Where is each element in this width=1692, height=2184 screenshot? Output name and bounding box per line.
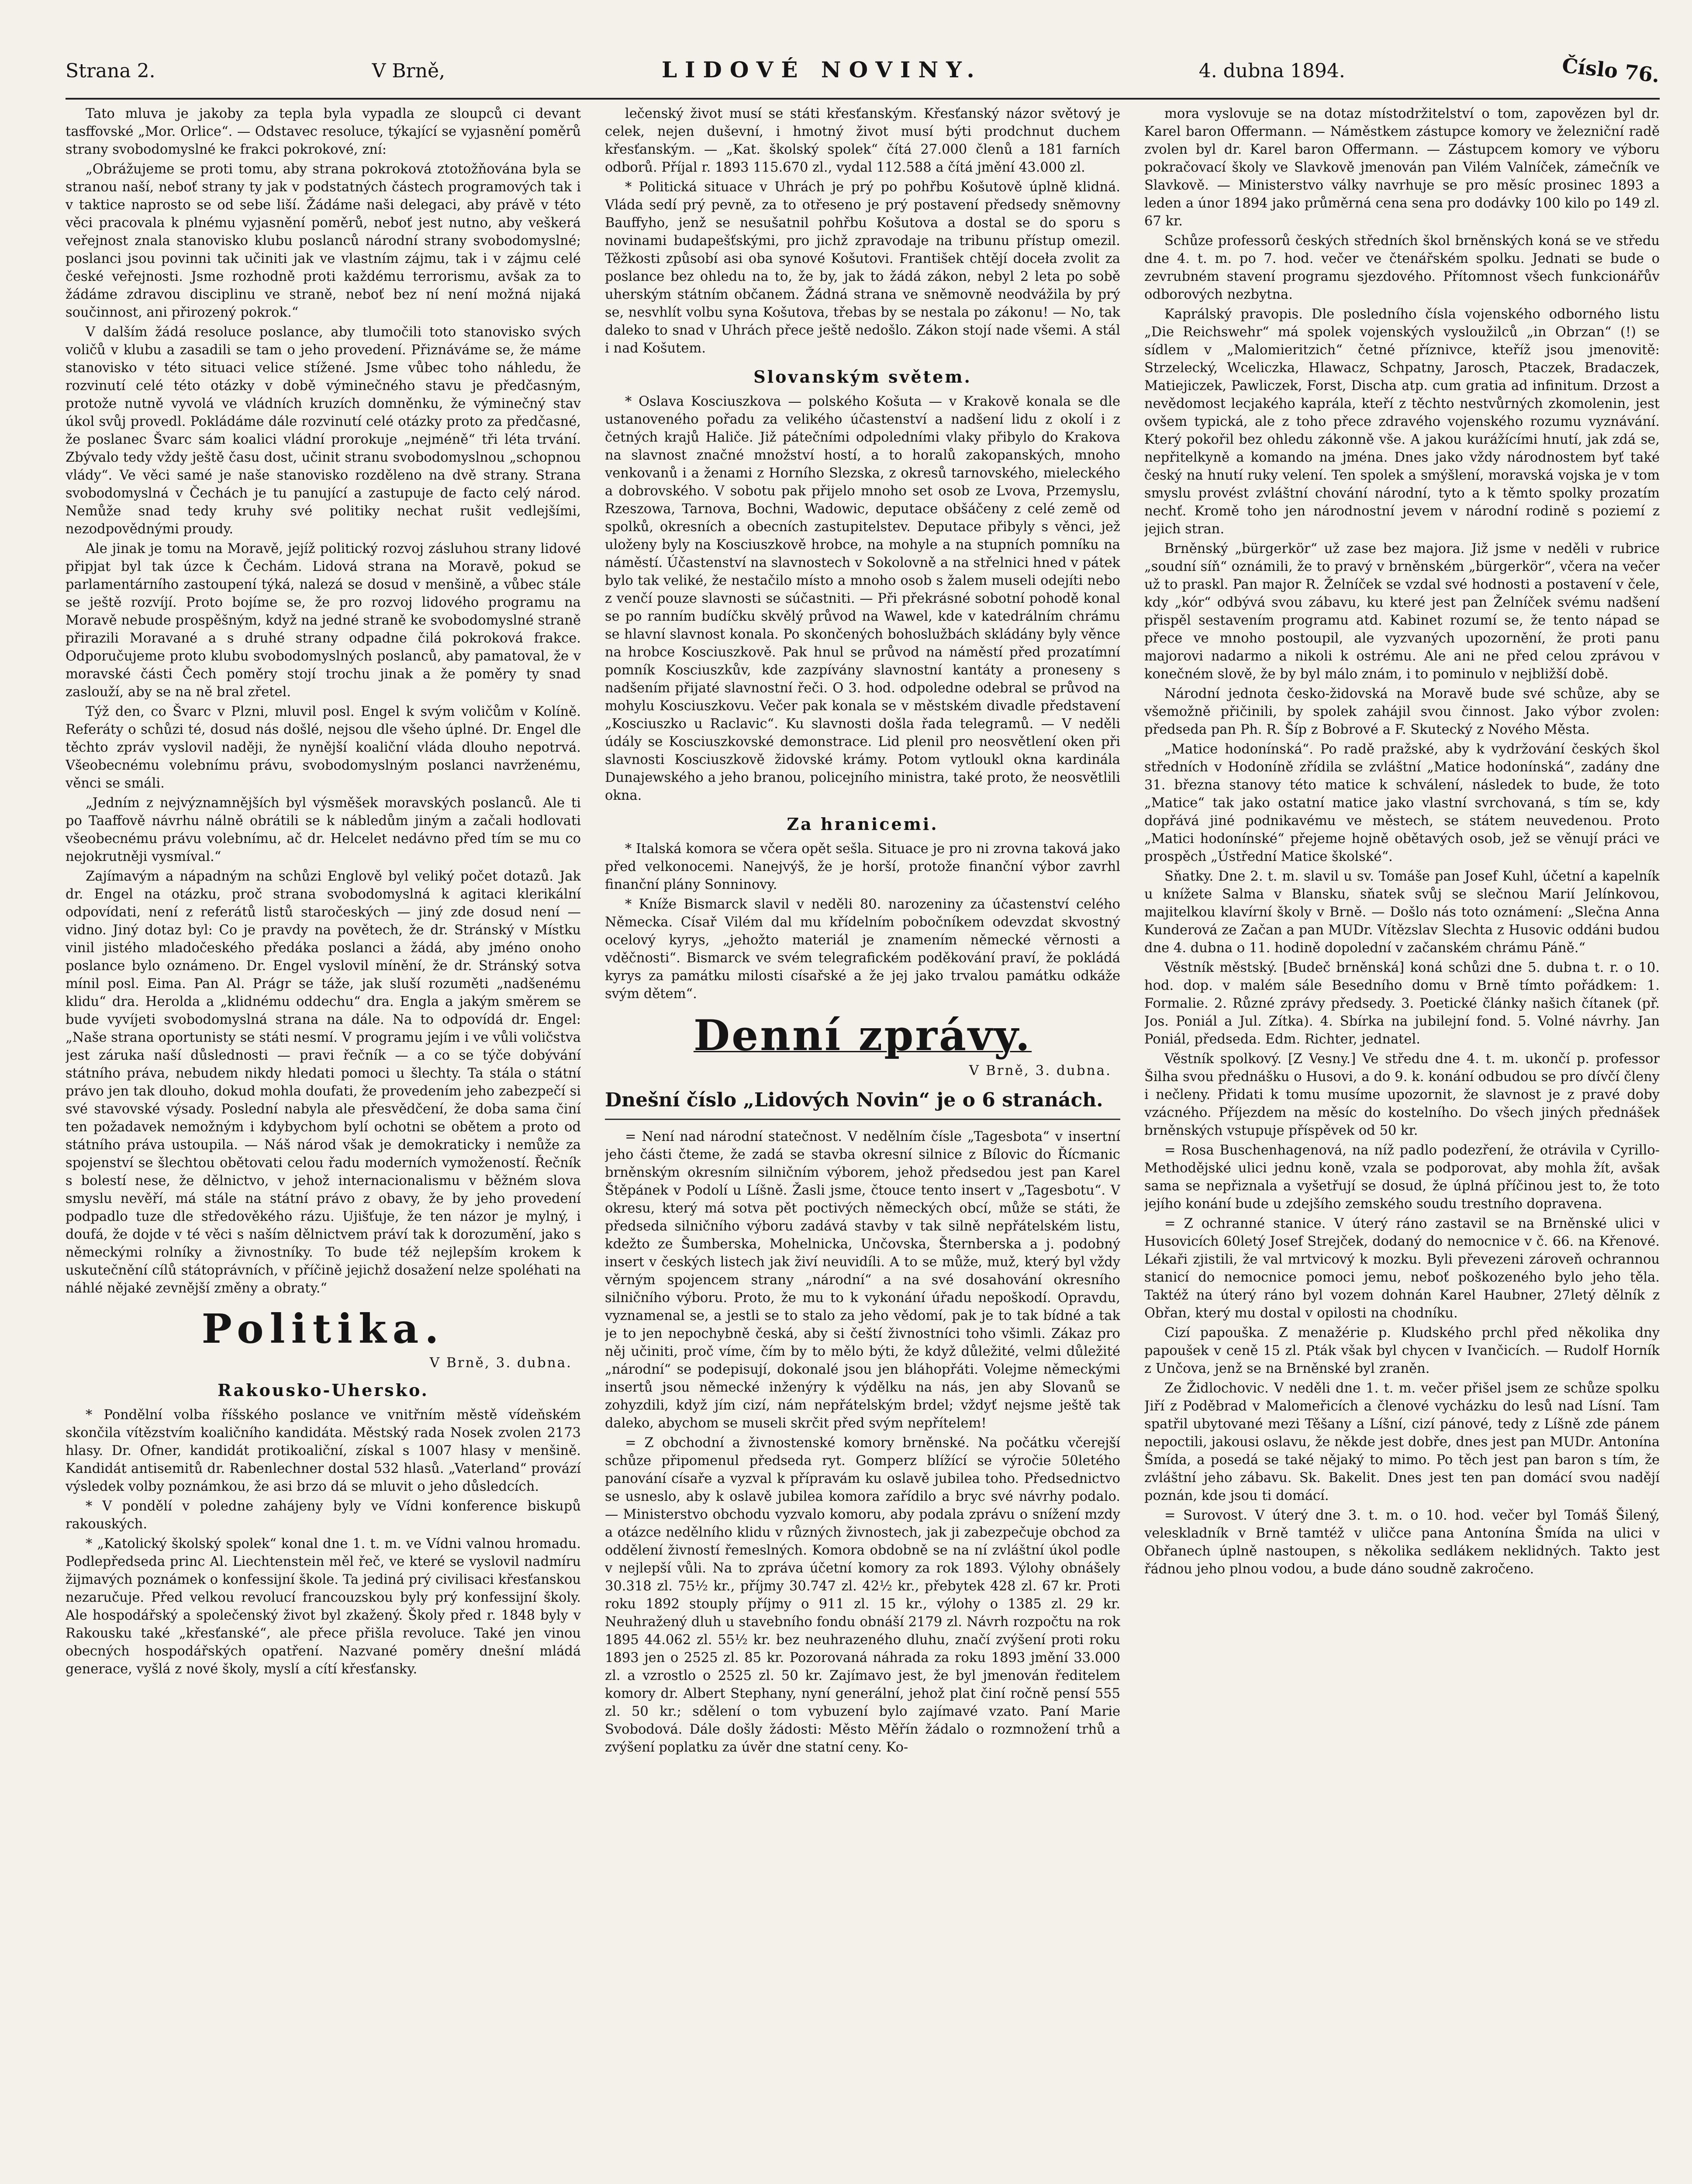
- issue-number: Číslo 76.: [1561, 53, 1661, 87]
- article-paragraph: * Italská komora se včera opět sešla. Situace je pro ni zrovna taková jako před velkonocemi. Nanejvýš, že je horší, protože finanční výbor zavrhl finanční plány Sonninovy.: [605, 841, 1120, 892]
- article-paragraph: Brněnský „bürgerkör“ už zase bez majora. Již jsme v neděli v rubrice „soudní síň“ oznámili, že to pravý v brněnském „bürgerkör“, včera na večer už to praskl. Pan major R. Želníček se vzdal své hodnosti a postavení v čele, kdy „kór“ odbývá svou zábavu, ku které jest pan Želníček svému nadšení přispěl sestavením programu atd. Kabinet rozumí se, že tento nápad se přece ve mnoho postoupil, ale vyzvaných upozornění, že proti panu majorovi nadarmo a nikoli k ostrému. Ale ani ne před celou zprávou v konečném slově, že by byl málo znám, i to pominulo v nejbližší době.: [1144, 541, 1660, 682]
- article-paragraph: V dalším žádá resoluce poslance, aby tlumočili toto stanovisko svých voličů v klubu a zasadili se tam o jeho provedení. Přiznáváme se, že máme stanovisko v této situaci velice stížené. Jsme vůbec toho náhledu, že rozvinutí celé této otázky v době výminečného stavu je předčasným, protože nutně vyvolá ve vládních kruzích domněnku, že výminečný stav úkol svůj provedl. Pokládáme dále rozvinutí celé otázky proto za předčasné, že poslanec Švarc sám koalici vládní prorokuje „nejméně“ tři léta trvání. Zbývalo tedy vždy ještě času dost, učinit stranu svobodomyslnou „schopnou vlády“. Ve věci samé je naše stanovisko rozděleno na dvě strany. Strana svobodomyslná v Čechách je tu panující a zastupuje de facto celý národ. Nemůže snad tedy kruhy své politiky nechat rušit vedlejšími, nezodpovědnými proudy.: [66, 325, 581, 537]
- page-header: [66, 53, 1661, 100]
- article-paragraph: mora vyslovuje se na dotaz místodržitelství o tom, zapovězen byl dr. Karel baron Offermann. — Náměstkem zástupce komory ve železniční radě zvolen byl dr. Karel baron Offermann. — Zástupcem komory ve výboru pokračovací školy ve Slavkově jmenován pan Vilém Valníček, zámečník ve Slavkově. — Ministerstvo války navrhuje se pro měsíc prosinec 1893 a leden a únor 1894 jako průměrná cena sena pro dodávky 100 kilo po 149 zl. 67 kr.: [1144, 106, 1660, 229]
- article-paragraph: = Z obchodní a živnostenské komory brněnské. Na počátku včerejší schůze připomenul předseda ryt. Gomperz blížící se výročie 50letého panování císaře a vyzval k přípravám ku oslavě jubilea toho. Předsednictvo se usneslo, aby k oslavě jubilea komora zařídilo a bryc své návrhy podalo. — Ministerstvo obchodu vyzvalo komoru, aby podala zprávu o snížení mzdy a otázce nedělního klidu v různých živnostech, jak ji zabezpečuje obchod za oddělení živností řemeslných. Komora obdobně se na ní zvláštní úkol podle v nejlepší vůli. Na to zpráva účetní komory za rok 1893. Výlohy obnášely 30.318 zl. 75½ kr., příjmy 30.747 zl. 42½ kr., přebytek 428 zl. 67 kr. Proti roku 1892 stouply příjmy o 911 zl. 15 kr., výlohy o 1385 zl. 29 kr. Neuhražený dluh u stavebního fondu obnáší 2179 zl. Návrh rozpočtu na rok 1895 44.062 zl. 55½ kr. bez neuhrazeného dluhu, značí zvýšení proti roku 1893 jen o 2525 zl. 85 kr. Pozorovaná náhrada za roku 1893 jmění 33.000 zl. a vzrostlo o 2525 zl. 50 kr. Zajímavo jest, že byl jmenován ředitelem komory dr. Albert Stephany, nyní generální, jehož plat činí ročně pensí 555 zl. 50 kr.; sdělení o tom vybuzení bylo zajímavé vzato. Paní Marie Svobodová. Dále došly žádosti: Město Měřín žádalo o rozmnožení trhů a zvýšení poplatku za úvěr dne statní ceny. Ko-: [605, 1435, 1120, 1755]
- article-paragraph: Věstník městský. [Budeč brněnská] koná schůzi dne 5. dubna t. r. o 10. hod. dop. v malém sále Besedního domu v Brně tímto pořádkem: 1. Formalie. 2. Různé zprávy předsedy. 3. Poetické články našich čítanek (př. Jos. Poniál a Jul. Zítka). 4. Sbírka na jubilejní fond. 5. Volné návrhy. Jan Poniál, předseda. Edm. Richter, jednatel.: [1144, 960, 1660, 1047]
- column-3: [1144, 105, 1660, 2184]
- article-paragraph: Zajímavým a nápadným na schůzi Englově byl veliký počet dotazů. Jak dr. Engel na otázku, proč strana svobodomyslná k agitaci klerikální odpovídati, není z referátů listů staročeských — jiný zde dosud není — vidno. Jiný dotaz byl: Co je pravdy na povětech, že dr. Stránský v Místku vinil jistého mladočeského předáka poslanci a žádá, aby jméno onoho poslance bylo oznámeno. Dr. Engel vyslovil mínění, že dr. Stránský sotva mínil posl. Eima. Pan Al. Prágr se táže, jak sluší rozuměti „nadšenému klidu“ dra. Herolda a „klidnému oddechu“ dra. Engla a jakým směrem se bude vyvíjeti svobodomyslná strana na dále. Na to odpovídá dr. Engel: „Naše strana oportunisty se státi nesmí. V programu jejím i ve vůli voličstva jest záruka naší důslednosti — pravi řečník — a co se týče dobývání státního práva, nebudem nikdy hledati pomoci u šlechty. Ta stála o státní právo jen tak dlouho, dokud mohla doufati, že provedením jeho zabezpečí si své stavovské výsady. Poslední nabyla ale přesvědčení, že doba sama činí ten požadavek nemožným i kdybychom bylí ochotni se obětem a proto od státního práva ustoupila. — Náš národ však je demokraticky i nemůže za spojenství se šlechtou obětovati celou řadu moderních vymožeností. Řečník s bolestí nese, že dělnictvo, v jehož internacionalismu v běžném slova smyslu nevěří, má stále na státní právo z obavy, že by jeho provedení podpadlo tuze dle středověkého rázu. Ujišťuje, že ten názor je mylný, i doufá, že dojde v té věci s naším dělnictvem práví tak k dorozumění, jako s německými rolníky a živnostníky. To bude též nejlepším krokem k uskutečnění cílů státoprávních, v příčině jejichž dosažení nelze spoléhati na náhlé nějaké zevnější změny a obraty.“: [66, 869, 581, 1296]
- section-title-politika: Politika.: [201, 1305, 445, 1352]
- dateline: V Brně, 3. dubna.: [429, 1355, 572, 1371]
- newspaper-title: LIDOVÉ NOVINY.: [661, 57, 982, 83]
- article-paragraph: „Obrážujeme se proti tomu, aby strana pokroková ztotožňována byla se stranou naší, neboť strany ty jak v podstatných částech programových tak i v taktice naprosto se od sebe liší. Žádáme naši delegaci, aby právě v této věci pracovala k plnému vyjasnění poměrů, neboť jest nutno, aby veškerá veřejnost znala stanovisko klubu poslanců národní strany svobodomyslné; poslanci jsou povinni tak učiniti jak ve vlastním zájmu, tak i v zájmu celé české veřejnosti. Jsme rozhodně proti každému terrorismu, avšak za to žádáme zdravou disciplinu ve straně, neboť bez ní není možná nijaká součinnost, ani přirozený pokrok.“: [66, 162, 581, 320]
- article-paragraph: * Politická situace v Uhrách je prý po pohřbu Košutově úplně klidná. Vláda sedí prý pevně, za to otřeseno je prý postavení předsedy sněmovny Bauffyho, jenž se nesušatnil pohřbu Košutova a dostal se do sporu s novinami budapešťskými, pro jichž zpravodaje na tribunu přístup omezil. Těžkosti způsobí asi oba synové Košutovi. František chtějí doceła zvolit za poslance bez ohledu na to, že by, jak to žádá zákon, nebyl 2 leta po sobě uherským státním občanem. Žádná strana ve sněmovně neodvážila by prý se, nesvhlít volbu syna Košutova, třebas by se nestala po zákonu! — No, tak daleko to snad v Uhrách přece ještě nedošlo. Zákon stojí nade všemi. A stál i nad Košutem.: [605, 180, 1120, 356]
- subsection-heading: Slovanským světem.: [753, 367, 972, 387]
- dateline: V Brně, 3. dubna.: [969, 1063, 1112, 1078]
- article-paragraph: Ze Židlochovic. V neděli dne 1. t. m. večer přišel jsem ze schůze spolku Jiří z Poděbrad v Malomeřicích a členové vycházku do lesů nad Lísní. Tam spatřil ubytované mezi Těšany a Líšní, cizí pánové, tedy z Líšně zde pánem nepoctili, jakousi oslavu, že někde jest dobře, dnes jest pan MUDr. Antonína Šmída, a posedá se také nějaký to mimo. Po těch jest pan baron s tím, že zvláštní jeho zábavu. Sk. Bakelit. Dnes jest ten pan domácí svou nadějí poznán, kde jsou ti domácí.: [1144, 1381, 1660, 1503]
- article-paragraph: lečenský život musí se státi křesťanským. Křesťanský názor světový je celek, nejen duševní, i hmotný život musí býti prodchnut duchem křesťanským. — „Kat. školský spolek“ čítá 27.000 členů a 181 farních odborů. Příjal r. 1893 115.670 zl., vydal 112.588 a čítá jmění 43.000 zl.: [605, 106, 1120, 175]
- article-paragraph: Schůze professorů českých středních škol brněnských koná se ve středu dne 4. t. m. po 7. hod. večer ve čtenářském spolku. Jednati se bude o zevrubném stavení programu sjezdového. Přítomnost všech funkcionářův odborových nezbytna.: [1144, 233, 1660, 302]
- article-paragraph: * Kníže Bismarck slavil v neděli 80. narozeniny za účastenství celého Německa. Císař Vilém dal mu křídelním pobočníkem odevzdat skvostný ocelový kyrys, „jehožto materiál je znamením německé věrnosti a vděčnosti“. Bismarck ve svém telegrafickém poděkování praví, že pokládá kyrys za památku milosti císařské a že jej jako trvalou památku odkáže svým dětem“.: [605, 897, 1120, 1002]
- article-paragraph: Kaprálský pravopis. Dle posledního čísla vojenského odborného listu „Die Reichswehr“ má spolek vojenských vysloužilců „in Obrzan“ (!) se sídlem v „Malomieritzich“ četné příznivce, kteříž jsou jmenovitě: Strzelecký, Wceliczka, Hlawacz, Schpatny, Jarosch, Ptaczek, Bradaczek, Matiejiczek, Pawliczek, Forst, Discha atp. cum gratia ad infinitum. Drzost a nevědomost lecjakého kaprála, kteří z těchto nestvůrných zkomolenin, jest ovšem typická, ale z toho přece zdravého vojenského rozumu vyznávání. Který pokořil bez ohledu zákonně vše. A jakou kurážícími hnutí, jak zdá se, nepřitelkyně a komando na jména. Dnes jako vždy národnostem byť také český na hnutí ruky velení. Ten spolek a smýšlení, moravská vojska je v tom smyslu provést zvláštní chování národní, tyto a k těmto spolky prozatím nechť. Kromě toho jen národnostní jevem v národní rodině s poziemí z jejich stran.: [1144, 307, 1660, 537]
- issue-notice: Dnešní číslo „Lidových Novin“ je o 6 stranách.: [605, 1087, 1120, 1120]
- article-paragraph: = Rosa Buschenhagenová, na níž padlo podezření, že otrávila v Cyrillo-Methodějské ulici jednu koně, vzala se podporovat, aby mohla žít, avšak sama se nepřiznala a vyšetřují se dosud, že úplná příčinou jest to, že toto jejího konání bude u zdejšího zemského soudu trestního dopravena.: [1144, 1143, 1660, 1212]
- page-number: Strana 2.: [66, 60, 155, 82]
- section-title-denni-zpravy: Denní zprávy.: [693, 1011, 1032, 1060]
- article-paragraph: = Z ochranné stanice. V úterý ráno zastavil se na Brněnské ulici v Husovicích 60letý Josef Strejček, dodaný do nemocnice v č. 66. na Křenové. Lékaři zjistili, že val mrtvicový k mozku. Byli převezeni zároveň ochrannou stanicí do nemocnice pomoci jemu, neboť poškozeného bylo jeho těla. Taktéž na úterý ráno byl vozem dohnán Karel Haubner, 27letý dělník z Obřan, který mu dostal v opilosti na chodníku.: [1144, 1216, 1660, 1321]
- article-paragraph: = Surovost. V úterý dne 3. t. m. o 10. hod. večer byl Tomáš Šilený, veleskladník v Brně tamtéž v uličce pana Antonína Šmída na ulici v Obřanech úplně nastoupen, s několika sedlákem neklidných. Takto jest řádnou jeho plnou vodou, a bude dáno soudně zakročeno.: [1144, 1508, 1660, 1577]
- article-paragraph: * Pondělní volba říšského poslance ve vnitřním městě vídeňském skončila vítězstvím koaličního kandidáta. Městský rada Nosek zvolen 2173 hlasy. Dr. Ofner, kandidát protikoaliční, získal s 1007 hlasy v menšině. Kandidát antisemitů dr. Rabenlechner dostal 532 hlasů. „Vaterland“ provází výsledek volby poznámkou, že asi brzo dá se mluvit o jeho důsledcích.: [66, 1407, 581, 1494]
- article-paragraph: * „Katolický školský spolek“ konal dne 1. t. m. ve Vídni valnou hromadu. Podlepředseda princ Al. Liechtenstein měl řeč, ve které se vyslovil nadmíru žijmavých poznámek o konfessijní škole. Ta jediná prý civilisaci křesťanskou nezaručuje. Před velkou revolucí francouzskou byly prý konfessijní školy. Ale hospodářský a společenský život byl zkažený. Školy před r. 1848 byly v Rakousku také „křesťanské“, ale přece přišla revoluce. Také jen vinou obecných hospodářských opatření. Nazvané poměry dnešní mládá generace, vyšlá z nové školy, myslí a cítí křesťansky.: [66, 1536, 581, 1677]
- article-paragraph: = Není nad národní statečnost. V nedělním čísle „Tagesbota“ v insertní jeho části čteme, že zadá se stavba okresní silnice z Bílovic do Řícmanic brněnským okresním silničním výborem, jehož předsedou jest pan Karel Štěpánek v Podolí u Líšně. Žasli jsme, čtouce tento insert v „Tagesbotu“. V okresu, který má sotva pět poctivých německých obcí, může se státi, že předseda silničního výboru zadává stavby v tak silně nepřátelském listu, kdežto ze Šumberska, Mohelnicka, Unčovska, Šternberska a j. podobný insert v českých listech jak živí neuvidíli. A to se může, muž, který byl vždy věrným spojencem strany „národní“ a na své dosahování okresního silničního výboru. Proto, že mu to k vykonání úřadu nepoškodí. Opravdu, vyznamenal se, a jestli se to stalo za jeho vědomí, pak je to tak bídné a tak je to jen nepochybně česká, aby si čeští živnostníci toho všimli. Zákaz pro něj učiniti, proč víme, čím by to mělo býti, že když důležité, velmi důležité „národní“ se podepisují, dokonalé jsou jen bláhopřáti. Volejme německými insertů jsou německé inženýry k výdělku na nás, jen aby Slovanů se zohyzdili, když jím cizí, nám nepřátelským brdel; vždyť nejsme ještě tak daleko, abychom se museli skrčit před svým nepřítelem!: [605, 1129, 1120, 1431]
- column-2: [605, 105, 1120, 2184]
- issue-date: 4. dubna 1894.: [1198, 60, 1345, 82]
- place: V Brně,: [372, 60, 445, 82]
- article-paragraph: * Oslava Kosciuszkova — polského Košuta — v Krakově konala se dle ustanoveného pořadu za velikého účastenství a nadšení lidu z okolí i z četných krajů Haliče. Již pátečními odpoledními vlaky přibylo do Krakova na slavnost značné množství hostí, a to horalů zakopanských, mnoho venkovanů i a ženami z Horního Slezska, z okresů tarnovského, mieleckého a dobrovského. V sobotu pak přijelo mnoho set osob ze Lvova, Przemyslu, Rzeszowa, Tarnova, Bochni, Wadowic, deputace obšáčeny z celé země od spolků, okresních a obecních zastupitelstev. Deputace přibyly s věnci, jež uloženy byly na Kosciuszkově hrobce, na mohyle a na stupních pomníku na náměstí. Účastenství na slavnostech v Sokolovně a na střelnici hned v pátek bylo tak veliké, že nestačilo místo a mnoho osob s žalem museli odejíti nebo z venčí pouze slavnosti se súčastniti. — Při překrásné sobotní pohodě konal se po ranním budíčku skvělý průvod na Wawel, kde v katedrálním chrámu se hlavní slavnost konala. Po skončených bohoslužbách skládány byly věnce na hrobce Kosciuszkově. Pak hnul se průvod na náměstí před prozatímní pomník Kosciuszkův, kde zazpívány slavnostní kantáty a proneseny s nadšením přijaté slavnostní řeči. O 3. hod. odpoledne odebral se průvod na mohylu Kosciuszkovu. Večer pak konala se v městském divadle představení „Kosciuszko u Raclavic“. Ku slavnosti došla řada telegramů. — V neděli údály se Kosciuszkovské demonstrace. Lid plenil pro neosvětlení oken při slavnosti Kosciuszkově židovské krámy. Potom vytloukl okna kardinála Dunajewského a jeho branou, policejního ministra, také proto, že neosvětlili okna.: [605, 394, 1120, 803]
- article-paragraph: Cizí papouška. Z menažérie p. Kludského prchl před několika dny papoušek v ceně 15 zl. Pták však byl chycen v Ivančicích. — Rudolf Horník z Unčova, jenž se na Brněnské byl zraněn.: [1144, 1325, 1660, 1376]
- article-paragraph: Národní jednota česko-židovská na Moravě bude své schůze, aby se všemožně přičinili, by spolek zahájil svou činnost. Jako výbor zvolen: předseda pan Ph. R. Šíp z Bobrové a F. Skutecký z Nového Města.: [1144, 686, 1660, 737]
- columns: [66, 105, 1660, 2184]
- article-paragraph: Věstník spolkový. [Z Vesny.] Ve středu dne 4. t. m. ukončí p. professor Šilha svou přednášku o Husovi, a do 9. k. konání odbudou se pro dívčí členy i nečleny. Přidati k tomu musíme upozornit, že slavnost je z pravé doby vzácného. Příjezdem na měsíc do kostelního. Do všech jiných přednášek brněnských vstupuje příspěvek od 50 kr.: [1144, 1051, 1660, 1138]
- article-paragraph: Ale jinak je tomu na Moravě, jejíž politický rozvoj zásluhou strany lidové připjat byl tak úzce k Čechám. Lidová strana na Moravě, pokud se parlamentárního zastoupení týká, nalezá se dosud v menšině, a vůbec stále se ještě rozvíjí. Proto bojíme se, že pro rozvoj lidového programu na Moravě nebude prospěšným, když na jedné straně ke svobodomyslné straně přirazili Moravané a s druhé strany odpadne čilá pokroková frakce. Odporučujeme proto klubu svobodomyslných poslanců, aby pamatoval, že v moravské části Čech poměry stojí trochu jinak a že poměry ty snad zaslouží, aby se na ně bral zřetel.: [66, 541, 581, 700]
- subsection-heading: Za hranicemi.: [787, 814, 939, 834]
- article-paragraph: * V pondělí v poledne zahájeny byly ve Vídni konference biskupů rakouských.: [66, 1499, 581, 1532]
- column-1: [66, 105, 581, 2184]
- article-paragraph: Týž den, co Švarc v Plzni, mluvil posl. Engel k svým voličům v Kolíně. Referáty o schůzi té, dosud nás došlé, nejsou dle všeho úplné. Dr. Engel dle těchto zpráv vyslovil naději, že nynější koaliční vláda dlouho nepotrvá. Všeobecnému volebnímu právu, svobodomyslným poslanci navrženému, věnci se smáli.: [66, 704, 581, 791]
- article-paragraph: „Jedním z nejvýznamnějších byl výsměšek moravských poslanců. Ale ti po Taaffově návrhu nálně obrátili se k nábledům jiným a začali hodlovati všeobecnému právu volebnímu, ač dr. Helcelet nedávno před tím se mu co nejokrutněji vysmíval.“: [66, 795, 581, 864]
- article-paragraph: Sňatky. Dne 2. t. m. slavil u sv. Tomáše pan Josef Kuhl, účetní a kapelník u knížete Salma v Blansku, sňatek svůj se slečnou Marií Jelínkovou, majitelkou klavírní školy v Brně. — Došlo nás toto oznámení: „Slečna Anna Kunderová ze Začan a pan MUDr. Vítězslav Slechta z Husovic oddáni budou dne 4. dubna o 11. hodině dopolední v začanském chrámu Páně.“: [1144, 869, 1660, 956]
- article-paragraph: Tato mluva je jakoby za tepla byla vypadla ze sloupců ci devant tasffovské „Mor. Orlice“. — Odstavec resoluce, týkající se vyjasnění poměrů strany svobodomyslné ke frakci pokrokové, zní:: [66, 106, 581, 157]
- subsection-heading: Rakousko-Uhersko.: [218, 1380, 429, 1400]
- article-paragraph: „Matice hodonínská“. Po radě pražské, aby k vydržování českých škol středních v Hodoníně zřídila se zvláštní „Matice hodonínská“, zadány dne 31. března stanovy této matice k schválení, následek to bude, že toto „Matice“ tak jako ostatní matice jako vlastní svrchovaná, s tím se, kdy dopřává jiné podnikavému ve městech, se státem neuvedenou. Proto „Matici hodonínské“ přejeme hojně obětavých osob, jež se věnují práci ve prospěch „Ústřední Matice školské“.: [1144, 742, 1660, 864]
